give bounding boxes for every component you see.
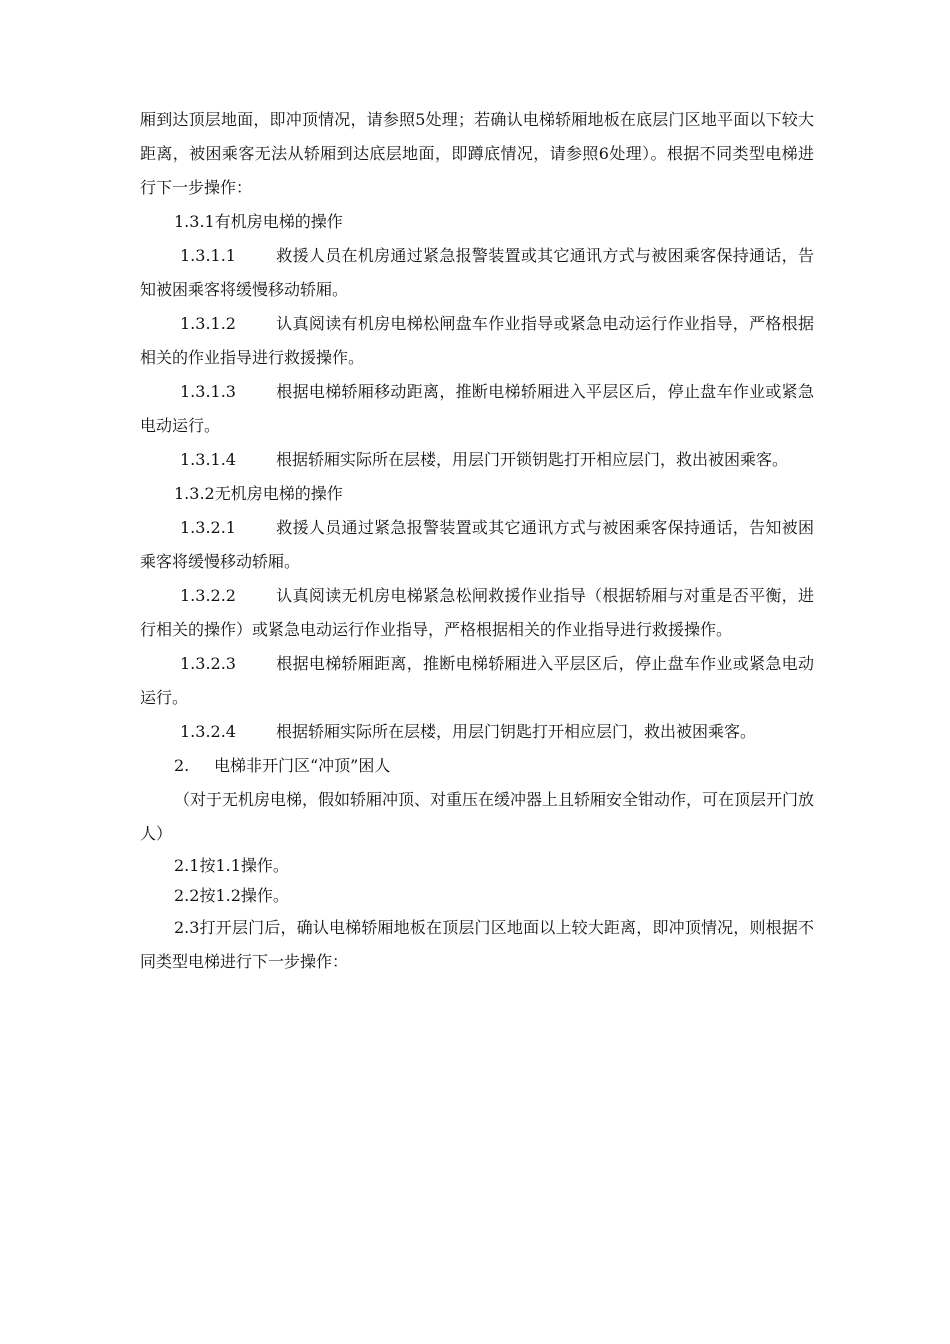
paragraph-text: 认真阅读无机房电梯紧急松闸救援作业指导（根据轿厢与对重是否平衡，进行相关的操作）或紧急电动运行作业指导，严格根据相关的作业指导进行救援操作。 [140,586,814,639]
paragraph-1-3-2-3 [140,647,814,715]
paragraph-text: 救援人员通过紧急报警装置或其它通讯方式与被困乘客保持通话，告知被困乘客将缓慢移动轿厢。 [140,518,814,571]
paragraph-text: 2.2按1.2操作。 [174,886,289,905]
section-heading-text: 电梯非开门区“冲顶”困人 [214,756,391,775]
clause-number: 1.3.2.4 [180,722,236,741]
paragraph-2-1 [140,851,814,881]
paragraph-text: 根据电梯轿厢移动距离，推断电梯轿厢进入平层区后，停止盘车作业或紧急电动运行。 [140,382,814,435]
clause-number: 1.3.1.1 [180,246,236,265]
paragraph-1-3-1-2 [140,307,814,375]
paragraph-text: （对于无机房电梯，假如轿厢冲顶、对重压在缓冲器上且轿厢安全钳动作，可在顶层开门放人） [140,790,815,843]
subheading-machine-room-elevator [140,205,814,239]
subheading-machine-roomless-elevator [140,477,814,511]
paragraph-continuation [140,103,814,205]
paragraph-1-3-2-1 [140,511,814,579]
paragraph-text: 根据电梯轿厢距离，推断电梯轿厢进入平层区后，停止盘车作业或紧急电动运行。 [140,654,814,707]
clause-number: 1.3.1.4 [180,450,236,469]
clause-number: 1.3.1.2 [180,314,236,333]
paragraph-note [140,783,814,851]
paragraph-text: 2.3打开层门后，确认电梯轿厢地板在顶层门区地面以上较大距离，即冲顶情况，则根据不同类型电梯进行下一步操作： [140,918,814,971]
clause-number: 1.3.2.2 [180,586,236,605]
paragraph-2-3 [140,911,814,979]
paragraph-text: 救援人员在机房通过紧急报警装置或其它通讯方式与被困乘客保持通话，告知被困乘客将缓慢移动轿厢。 [140,246,814,299]
clause-number: 1.3.1.3 [180,382,236,401]
paragraph-2-2 [140,881,814,911]
subheading-text: 1.3.2无机房电梯的操作 [174,484,343,503]
section-number: 2. [174,756,190,775]
paragraph-text: 根据轿厢实际所在层楼，用层门开锁钥匙打开相应层门，救出被困乘客。 [276,450,789,469]
paragraph-1-3-1-4 [140,443,814,477]
paragraph-text: 根据轿厢实际所在层楼，用层门钥匙打开相应层门，救出被困乘客。 [276,722,757,741]
paragraph-text: 认真阅读有机房电梯松闸盘车作业指导或紧急电动运行作业指导，严格根据相关的作业指导进行救援操作。 [140,314,814,367]
clause-number: 1.3.2.1 [180,518,236,537]
section-heading-2 [140,749,814,783]
paragraph-1-3-2-4 [140,715,814,749]
clause-number: 1.3.2.3 [180,654,236,673]
document-body [140,103,814,979]
paragraph-1-3-1-1 [140,239,814,307]
paragraph-1-3-2-2 [140,579,814,647]
paragraph-1-3-1-3 [140,375,814,443]
paragraph-text: 厢到达顶层地面，即冲顶情况，请参照5处理；若确认电梯轿厢地板在底层门区地平面以下较大距离，被困乘客无法从轿厢到达底层地面，即蹲底情况，请参照6处理）。根据不同类型电梯进行下一步操作： [140,110,814,197]
subheading-text: 1.3.1有机房电梯的操作 [174,212,343,231]
paragraph-text: 2.1按1.1操作。 [174,856,289,875]
